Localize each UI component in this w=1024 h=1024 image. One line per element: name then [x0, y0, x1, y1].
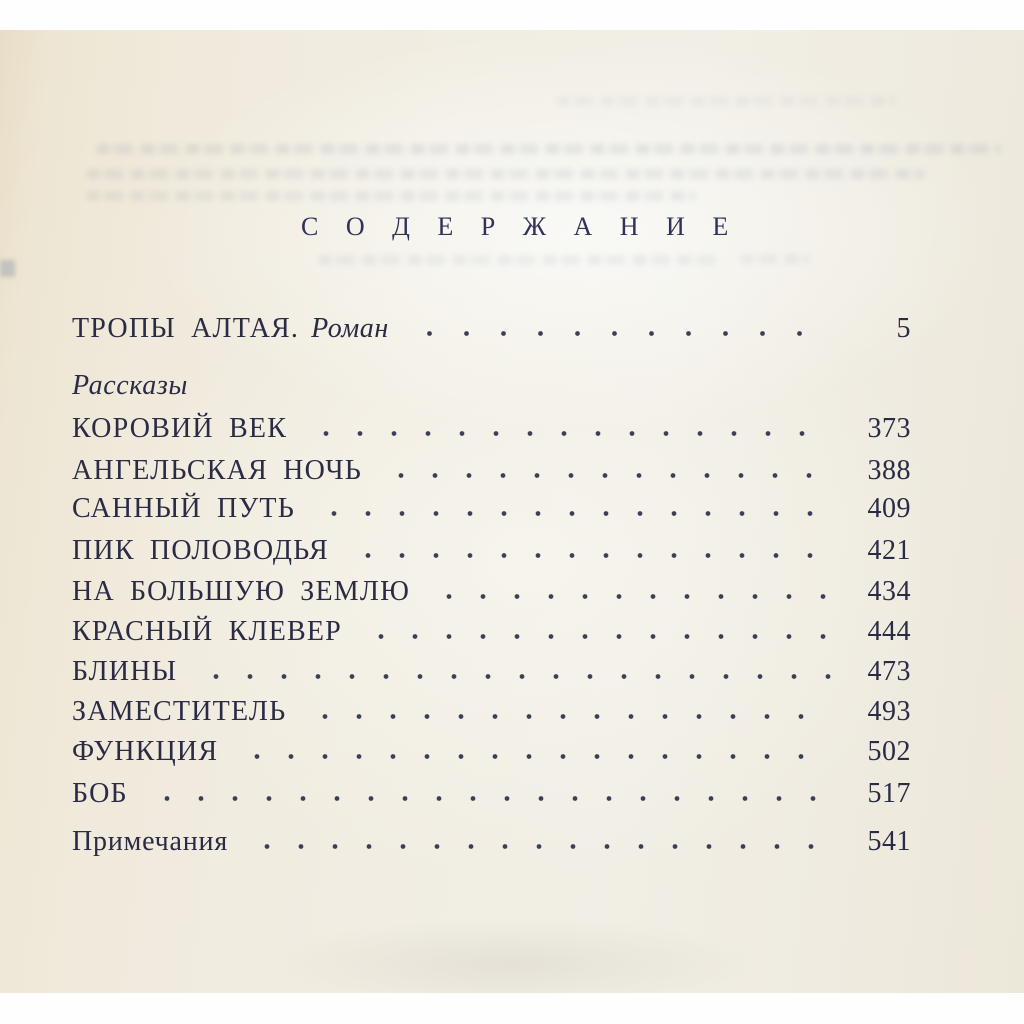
page-title: С О Д Е Р Ж А Н И Е: [301, 212, 739, 241]
toc-entry-title: ПИК ПОЛОВОДЬЯ: [72, 535, 329, 566]
toc-entry-page: 388: [867, 455, 911, 486]
toc-row: [72, 576, 911, 607]
showthrough-smudge: [86, 191, 696, 201]
toc-entry-page: 502: [867, 736, 911, 767]
toc-entry-page: 421: [867, 535, 911, 566]
toc-entry-page: 434: [867, 576, 911, 607]
page-edge-mark: [0, 260, 15, 277]
toc-entry-title: ЗАМЕСТИТЕЛЬ: [72, 696, 287, 727]
dot-leader: [199, 673, 831, 680]
toc-row: [72, 778, 911, 809]
showthrough-smudge: [740, 254, 810, 264]
toc-entry-page: 444: [867, 616, 911, 647]
toc-entry-title: АНГЕЛЬСКАЯ НОЧЬ: [72, 455, 363, 486]
dot-leader: [432, 593, 831, 600]
toc-row-novel: [72, 313, 911, 344]
dot-leader: [317, 510, 831, 517]
toc-section-label: Рассказы: [72, 370, 188, 401]
dot-leader: [309, 430, 831, 437]
toc-entry-page: 517: [867, 778, 911, 809]
dot-leader: [250, 843, 831, 850]
toc-row-notes: [72, 826, 911, 857]
toc-entry-page: 493: [867, 696, 911, 727]
photo-margin-top: [0, 0, 1024, 30]
toc-entry-title: КРАСНЫЙ КЛЕВЕР: [72, 616, 342, 647]
dot-leader: [411, 330, 831, 337]
toc-row: [72, 413, 911, 444]
toc-entry-title: ФУНКЦИЯ: [72, 736, 219, 767]
dot-leader: [240, 753, 831, 760]
toc-entry-title: БОБ: [72, 778, 128, 809]
toc-row: [72, 696, 911, 727]
toc-section-heading: [72, 370, 911, 401]
toc-row: [72, 493, 911, 524]
toc-entry-page: 373: [867, 413, 911, 444]
toc-entry-page: 409: [867, 493, 911, 524]
toc-entry-title: Примечания: [72, 826, 229, 857]
dot-leader: [308, 713, 831, 720]
toc-row: [72, 616, 911, 647]
showthrough-smudge: [96, 144, 1001, 154]
toc-entry-page: 5: [896, 313, 911, 344]
showthrough-smudge: [86, 169, 926, 179]
toc-entry-title: КОРОВИЙ ВЕК: [72, 413, 288, 444]
toc-row: [72, 736, 911, 767]
showthrough-smudge: [556, 96, 896, 106]
toc-entry-title: ТРОПЫ АЛТАЯ.: [72, 313, 300, 344]
toc-entry-page: 473: [867, 656, 911, 687]
toc-entry-page: 541: [867, 826, 911, 857]
toc-entry-genre: Роман: [311, 313, 389, 344]
toc-row: [72, 656, 911, 687]
dot-leader: [351, 552, 831, 559]
toc-entry-title: БЛИНЫ: [72, 656, 178, 687]
dot-leader: [150, 795, 831, 802]
toc-row: [72, 455, 911, 486]
toc-entry-title: НА БОЛЬШУЮ ЗЕМЛЮ: [72, 576, 411, 607]
dot-leader: [364, 633, 831, 640]
dot-leader: [384, 472, 831, 479]
toc-row: [72, 535, 911, 566]
page-paper: [0, 30, 1024, 993]
toc-entry-title: САННЫЙ ПУТЬ: [72, 493, 296, 524]
photo-margin-bottom: [0, 993, 1024, 1024]
showthrough-smudge: [318, 255, 718, 265]
